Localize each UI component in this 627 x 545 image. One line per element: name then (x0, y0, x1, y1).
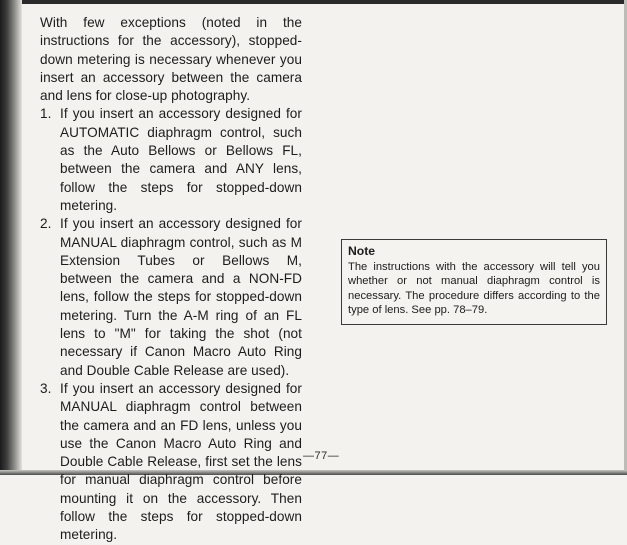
page-binding-shadow (0, 0, 22, 475)
step-item (40, 380, 302, 545)
step-item (40, 105, 302, 215)
note-title: Note (348, 244, 376, 258)
step-number: 2. (40, 216, 52, 232)
step-number: 1. (40, 106, 52, 122)
step-number: 3. (40, 380, 52, 396)
note-text: The instructions with the accessory will tell you whether or not manual diaphragm control is necessary. The procedure differs according to the type of lens. See pp. 78–79. (348, 260, 600, 317)
step-item (40, 215, 302, 380)
page-number: —77— (303, 450, 340, 462)
step-text: If you insert an accessory designed for MANUAL diaphragm control between the camera and an FD lens, unless you use the Canon Macro Auto Ring and Double Cable Release, first set the lens for manual diaphragm control before mounting it on the accessory. Then follow the steps for stopped-down metering. (60, 380, 302, 543)
step-text: If you insert an accessory designed for AUTOMATIC diaphragm control, such as the Auto Bellows or Bellows FL, between the camera and ANY lens, follow the steps for stopped-down metering. (60, 106, 302, 213)
note-box (341, 239, 607, 325)
page-top-edge (0, 0, 627, 4)
steps-list (40, 105, 302, 544)
main-text-column (40, 14, 302, 545)
step-text: If you insert an accessory designed for MANUAL diaphragm control, such as M Extension Tubes or Bellows M, between the camera and a NON-FD lens, follow the steps for stopped-down metering. Turn the A-M ring of an FL lens to "M" for taking the shot (not necessary if Canon Macro Auto Ring and Double Cable Release are used). (60, 216, 302, 378)
intro-paragraph: With few exceptions (noted in the instructions for the accessory), stopped-down metering is necessary whenever you insert an accessory between the camera and lens for close-up photography. (40, 15, 302, 104)
